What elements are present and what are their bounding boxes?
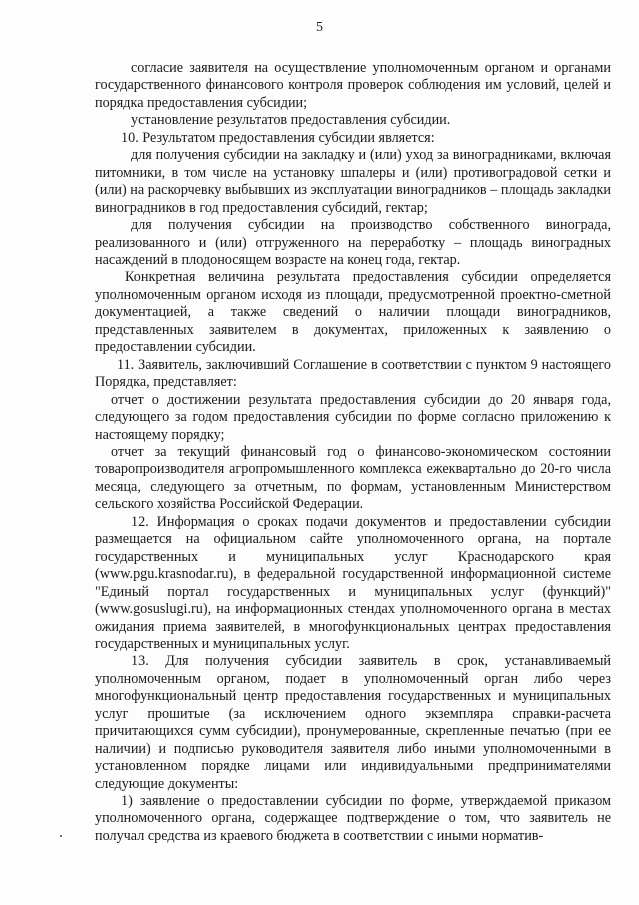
paragraph-vineyard-planting: для получения субсидии на закладку и (или) уход за виноградниками, включая питомники, в том числе на установку шпалеры и (или) противоградовой сетки и (или) на раскорчевку выбывших из эксплуатации виноградников – площадь закладки виноградников в год предоставления субсидий, гектар;	[95, 147, 611, 216]
paragraph-result-value: Конкретная величина результата предоставления субсидии определяется уполномоченным органом исходя из площади, предусмотренной проектно-сметной документацией, а также сведений о наличии площади виноградников, представленных заявителем в документах, приложенных к заявлению о предоставлении субсидии.	[95, 269, 611, 356]
document-body	[95, 60, 611, 845]
paragraph-item-13: 13. Для получения субсидии заявитель в срок, устанавливаемый уполномоченным органом, подает в уполномоченный орган либо через многофункциональный центр предоставления государственных и муниципальных услуг прошитые (за исключением одного экземпляра справки-расчета причитающихся сумм субсидии), пронумерованные, скрепленные печатью (при ее наличии) и подписью руководителя заявителя либо иными уполномоченными в установленном порядке лицами или индивидуальными предпринимателями следующие документы:	[95, 653, 611, 792]
paragraph-item-11: 11. Заявитель, заключивший Соглашение в соответствии с пунктом 9 настоящего Порядка, представляет:	[95, 356, 611, 391]
paragraph-consent-control: согласие заявителя на осуществление уполномоченным органом и органами государственного финансового контроля проверок соблюдения им условий, целей и порядка предоставления субсидии;	[95, 60, 611, 111]
paragraph-achievement-report: отчет о достижении результата предоставления субсидии до 20 января года, следующего за годом предоставления субсидии по форме согласно приложению к настоящему порядку;	[95, 391, 611, 443]
paragraph-application-form: 1) заявление о предоставлении субсидии по форме, утверждаемой приказом уполномоченного органа, содержащее подтверждение о том, что заявитель не получал средства из краевого бюджета в соответствии с иными норматив-	[95, 793, 611, 844]
paragraph-results-setting: установление результатов предоставления субсидии.	[131, 112, 451, 129]
paragraph-financial-report: отчет за текущий финансовый год о финансово-экономическом состоянии товаропроизводителя агропромышленного комплекса ежеквартально до 20-го числа месяца, следующего за отчетным, по формам, установленным Министерством сельского хозяйства Российской Федерации.	[95, 443, 611, 513]
paragraph-item-12: 12. Информация о сроках подачи документов и предоставлении субсидии размещается на официальном сайте уполномоченного органа, на портале государственных и муниципальных услуг Краснодарского края (www.pgu.krasnodar.ru), в федеральной государственной информационной системе "Единый портал государственных и муниципальных услуг (функций)" (www.gosuslugi.ru), на информационных стендах уполномоченного органа в местах ожидания приема заявителей, в многофункциональных центрах предоставления государственных и муниципальных услуг.	[95, 513, 611, 652]
scan-speck	[60, 835, 62, 837]
paragraph-item-10: 10. Результатом предоставления субсидии является:	[121, 129, 435, 146]
paragraph-grape-production: для получения субсидии на производство собственного винограда, реализованного и (или) отгруженного на переработку – площадь виноградных насаждений в плодоносящем возрасте на конец года, гектар.	[95, 217, 611, 268]
page-number: 5	[316, 20, 323, 35]
